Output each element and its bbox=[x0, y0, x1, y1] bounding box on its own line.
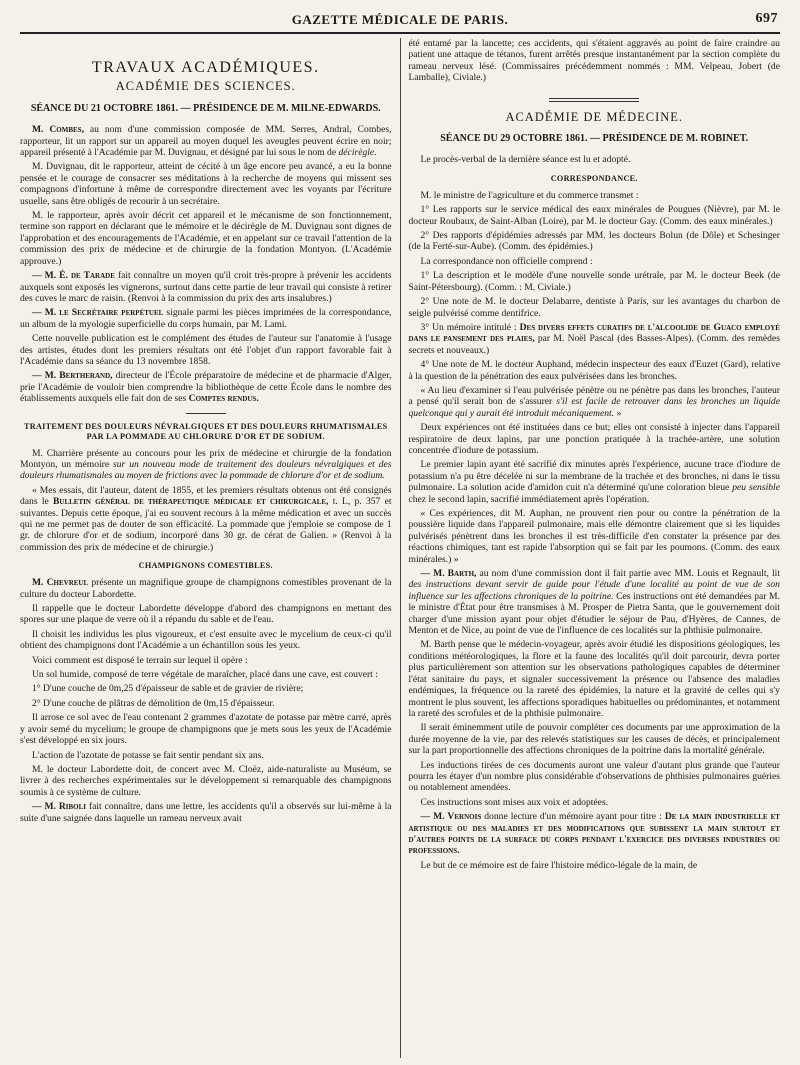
paragraph: Cette nouvelle publication est le complément des études de l'auteur sur l'anatomie à l'usage des artistes, études dont les premiers résultats ont été l'objet d'un rapport favorable fait à l'Académie dans sa séance du 13 novembre 1858. bbox=[20, 333, 392, 367]
paragraph: Il choisit les individus les plus vigoureux, et c'est ensuite avec le mycelium de ceux-ci qu'il obtient des champignons dont l'Académie a un échantillon sous les yeux. bbox=[20, 628, 392, 652]
paragraph: Il rappelle que le docteur Labordette développe d'abord des champignons en mettant des spores sur une plaque de verre où il a répandu du sable et de l'eau. bbox=[20, 603, 392, 626]
paragraph: 1° La description et le modèle d'une nouvelle sonde urétrale, par M. le docteur Beek (de Saint-Pétersbourg). (Comm. : M. Civiale.) bbox=[408, 270, 780, 293]
paragraph: M. Charrière présente au concours pour les prix de médecine et chirurgie de la fondation Montyon, un mémoire sur un nouveau mode de traitement des douleurs névralgiques et des douleurs rhumatismales au moyen de frictions avec la pommade de chlorure d'or et de sodium. bbox=[20, 447, 392, 482]
paragraph: 1° D'une couche de 0m,25 d'épaisseur de sable et de gravier de rivière; bbox=[32, 683, 304, 695]
paragraph: — M. Vernois donne lecture d'un mémoire ayant pour titre : De la main industrielle et artistique ou des maladies et des modifications que subissent la main surtout et d'autres points de la surface du corps pendant l'exercice des diverses industries ou professions. bbox=[408, 811, 780, 857]
subsection-heading: CHAMPIGNONS COMESTIBLES. bbox=[138, 561, 273, 571]
paragraph: Le procès-verbal de la dernière séance est lu et adopté. bbox=[420, 154, 631, 166]
paragraph: Deux expériences ont été instituées dans ce but; elles ont consisté à injecter dans l'appareil respiratoire de deux lapins, par une ponction pratiquée à la trachée-artère, une solution concentrée d'iodure de potassium. bbox=[408, 422, 780, 456]
paragraph: La correspondance non officielle comprend : bbox=[420, 255, 593, 267]
correspondance-heading: CORRESPONDANCE. bbox=[550, 173, 638, 183]
subsection-heading: TRAITEMENT DES DOULEURS NÉVRALGIQUES ET DES DOULEURS RHUMATISMALES PAR LA POMMADE AU CHLORURE D'OR ET DE SODIUM. bbox=[23, 421, 388, 441]
section-title: TRAVAUX ACADÉMIQUES. bbox=[91, 59, 320, 76]
right-column bbox=[408, 38, 780, 1058]
seance-heading: SÉANCE DU 21 OCTOBRE 1861. — PRÉSIDENCE DE M. MILNE-EDWARDS. bbox=[30, 102, 381, 114]
paragraph: « Mes essais, dit l'auteur, datent de 1855, et les premiers résultats obtenus ont été consignés dans le Bulletin général de thérapeutique médicale et chirurgicale, t. L, p. 357 et suivantes. Depuis cette époque, j'ai eu souvent recours à la même médication et avec un succès qui ne me permet pas de douter de son efficacité. La pommade que j'emploie se compose de 1 gr. de chlorure d'or et de sodium, incorporé dans 30 gr. de cérat de Galien. » (Renvoi à la commission des prix de médecine et de chirurgie.) bbox=[20, 484, 392, 553]
paragraph: — M. Bertherand, directeur de l'École préparatoire de médecine et de pharmacie d'Alger, prie l'Académie de vouloir bien comprendre la bibliothèque de cette École dans le nombre des établissements auxquels elle fait don de ses Comptes rendus. bbox=[20, 370, 392, 405]
academy-medecine-heading: ACADÉMIE DE MÉDECINE. bbox=[505, 109, 684, 124]
left-column bbox=[20, 38, 392, 1058]
academy-sciences-heading: ACADÉMIE DES SCIENCES. bbox=[115, 79, 296, 94]
paragraph: M. Combes, au nom d'une commission composée de MM. Serres, Andral, Combes, rapporteur, lit un rapport sur un appareil au moyen duquel les aveugles peuvent écrire en noir; appareil présenté à l'Académie par M. Duvignau, et désigné par lui sous le nom de décirègle. bbox=[20, 124, 392, 159]
paragraph: 1° Les rapports sur le service médical des eaux minérales de Pougues (Nièvre), par M. le docteur Roubaux, de Saint-Alban (Loire), par M. le docteur Gay. (Comm. des eaux minérales.) bbox=[408, 204, 780, 227]
paragraph: Le but de ce mémoire est de faire l'histoire médico-légale de la main, de bbox=[420, 859, 698, 871]
paragraph: — M. Riboli fait connaître, dans une lettre, les accidents qu'il a observés sur lui-même à la suite d'une saignée dans laquelle un rameau nerveux avait bbox=[20, 801, 392, 824]
paragraph: « Au lieu d'examiner si l'eau pulvérisée pénètre ou ne pénètre pas dans les bronches, l'auteur a pensé qu'il serait bon de s'assurer s'il est facile de retrouver dans les bronches un liquide quelconque qui y aurait été introduit mécaniquement. » bbox=[408, 384, 780, 419]
paragraph: 4° Une note de M. le docteur Auphand, médecin inspecteur des eaux d'Euzet (Gard), relative à la question de la pénétration des eaux pulvérisées dans les bronches. bbox=[408, 359, 780, 382]
paragraph: Le premier lapin ayant été sacrifié dix minutes après l'expérience, aucune trace d'iodure de potassium n'a pu être décelée ni sur la membrane de la trachée et des bronches, ni dans le tissu pulmonaire. La solution acide d'amidon cuit n'a déterminé qu'une coloration bleue peu sensible chez le second lapin, sacrifié immédiatement après l'opération. bbox=[408, 459, 780, 505]
paragraph: été entamé par la lancette; ces accidents, qui s'étaient aggravés au point de faire craindre au patient une attaque de tétanos, furent arrêtés presque instantanément par la section complète du rameau nerveux lésé. (Commissaires précédemment nommés : MM. Velpeau, Jobert (de Lamballe), Civiale.) bbox=[408, 38, 780, 84]
column-divider bbox=[400, 38, 401, 1058]
paragraph: Ces instructions sont mises aux voix et adoptées. bbox=[420, 796, 609, 808]
header-rule bbox=[20, 32, 780, 34]
paragraph: — M. Barth, au nom d'une commission dont il fait partie avec MM. Louis et Regnault, lit des instructions devant servir de guide pour l'étude d'une localité au point de vue de son influence sur les affections chroniques de la poitrine. Ces instructions ont été demandées par M. le ministre d'État pour être transmises à M. Prosper de Pietra Santa, que le gouvernement doit charger d'une mission ayant pour objet d'étudier le séjour de Pau, d'Hyères, de Cannes, de Menton et de Nice, au point de vue de l'influence de ces localités sur la phthisie pulmonaire. bbox=[408, 568, 780, 637]
paragraph: Il arrose ce sol avec de l'eau contenant 2 grammes d'azotate de potasse par mètre carré, après y avoir semé du mycelium; le groupe de champignons que je mets sous les yeux de l'Académie s'est développé en six jours. bbox=[20, 712, 392, 747]
paragraph: M. le rapporteur, après avoir décrit cet appareil et le mécanisme de son fonctionnement, termine son rapport en déclarant que le mémoire et le décirègle de M. Duvignau sont dignes de l'approbation et des encouragements de l'Académie, et en appelant sur ce travail l'attention de la commission des prix de médecine et de chirurgie de la fondation Montyon. (L'Académie approuve.) bbox=[20, 210, 392, 267]
paragraph: — M. le Secrétaire perpétuel signale parmi les pièces imprimées de la correspondance, un album de la myologie superficielle du corps humain, par M. Lami. bbox=[20, 307, 392, 330]
columns bbox=[20, 38, 780, 1058]
seance-heading: SÉANCE DU 29 OCTOBRE 1861. — PRÉSIDENCE DE M. ROBINET. bbox=[440, 133, 749, 145]
paragraph: Un sol humide, composé de terre végétale de maraîcher, placé dans une cave, est couvert : bbox=[32, 669, 378, 681]
paragraph: M. Barth pense que le médecin-voyageur, après avoir étudié les dispositions géologiques, les conditions météorologiques, la flore et la faune des localités qu'il doit parcourir, devra porter plus particulièrement son attention sur les observations pathologiques capables de déterminer l'état sanitaire du pays, et signaler successivement la présence ou l'absence des maladies endémiques, la fréquence ou la rareté des épidémies, la nature et la gravité de celles qui s'y montrent le plus souvent, les affections sporadiques habituelles ou prédominantes, et notamment la rareté des scrofules et de la phthisie pulmonaire. bbox=[408, 639, 780, 719]
paragraph: — M. É. de Tarade fait connaître un moyen qu'il croit très-propre à prévenir les accidents auxquels sont exposés les vignerons, surtout dans cette partie de leur travail qui consiste à retirer des cuves le marc de raisin. (Renvoi à la commission du prix des arts insalubres.) bbox=[20, 270, 392, 304]
paragraph: Les inductions tirées de ces documents auront une valeur d'autant plus grande que l'auteur pourra les étayer d'un nombre plus considérable d'observations de phthisies pulmonaires guéries ou notablement amendées. bbox=[408, 759, 780, 794]
divider bbox=[186, 413, 226, 414]
page-number: 697 bbox=[755, 11, 778, 26]
paragraph: 2° D'une couche de plâtras de démolition de 0m,15 d'épaisseur. bbox=[32, 697, 275, 709]
paragraph: 3° Un mémoire intitulé : Des divers effets curatifs de l'alcoolide de Guaco employé dans le pansement des plaies, par M. Noël Pascal (des Basses-Alpes). (Comm. des remèdes secrets et nouveaux.) bbox=[408, 321, 780, 356]
paragraph: Il serait éminemment utile de pouvoir compléter ces documents par une approximation de la durée moyenne de la vie, par des relevés statistiques sur les causes de décès, et principalement sur la part proportionnelle des affections chroniques de la poitrine dans la mortalité générale. bbox=[408, 722, 780, 757]
section-divider bbox=[549, 98, 639, 102]
paragraph: 2° Des rapports d'épidémies adressés par MM. les docteurs Bolun (de Dôle) et Schesinger (de la Ferté-sur-Aube). (Comm. des épidémies.) bbox=[408, 230, 780, 253]
paragraph: M. le docteur Labordette doit, de concert avec M. Cloëz, aide-naturaliste au Muséum, se livrer à des recherches expérimentales sur le développement si remarquable des champignons soumis à ce système de culture. bbox=[20, 763, 392, 798]
paragraph: M. le ministre de l'agriculture et du commerce transmet : bbox=[420, 189, 639, 201]
paragraph: L'action de l'azotate de potasse se fait sentir pendant six ans. bbox=[32, 749, 264, 761]
journal-title: GAZETTE MÉDICALE DE PARIS. bbox=[291, 12, 509, 27]
paragraph: M. Duvignau, dit le rapporteur, atteint de cécité à un âge encore peu avancé, a eu la bonne pensée et le courage de consacrer ses méditations à la recherche de moyens qui missent ses compagnons d'infortune à même de correspondre directement avec les voyants par l'écriture usuelle, sans être obligés de recourir à un secrétaire. bbox=[20, 161, 392, 207]
paragraph: Voici comment est disposé le terrain sur lequel il opère : bbox=[32, 654, 248, 666]
paragraph: « Ces expériences, dit M. Auphan, ne prouvent rien pour ou contre la pénétration de la poussière liquide dans l'appareil pulmonaire, mais elle démontre clairement que si les liquides pulvérisés pénètrent dans les bronches il est très-difficile d'en constater la présence par des réactions chimiques, tant est rapide l'absorption qui se fait par les poumons. (Comm. des eaux minérales.) » bbox=[408, 508, 780, 565]
paragraph: 2° Une note de M. le docteur Delabarre, dentiste à Paris, sur les avantages du charbon de seigle pulvérisé comme dentifrice. bbox=[408, 296, 780, 319]
paragraph: M. Chevreul présente un magnifique groupe de champignons comestibles provenant de la culture du docteur Labordette. bbox=[20, 577, 392, 600]
running-head bbox=[20, 8, 780, 30]
